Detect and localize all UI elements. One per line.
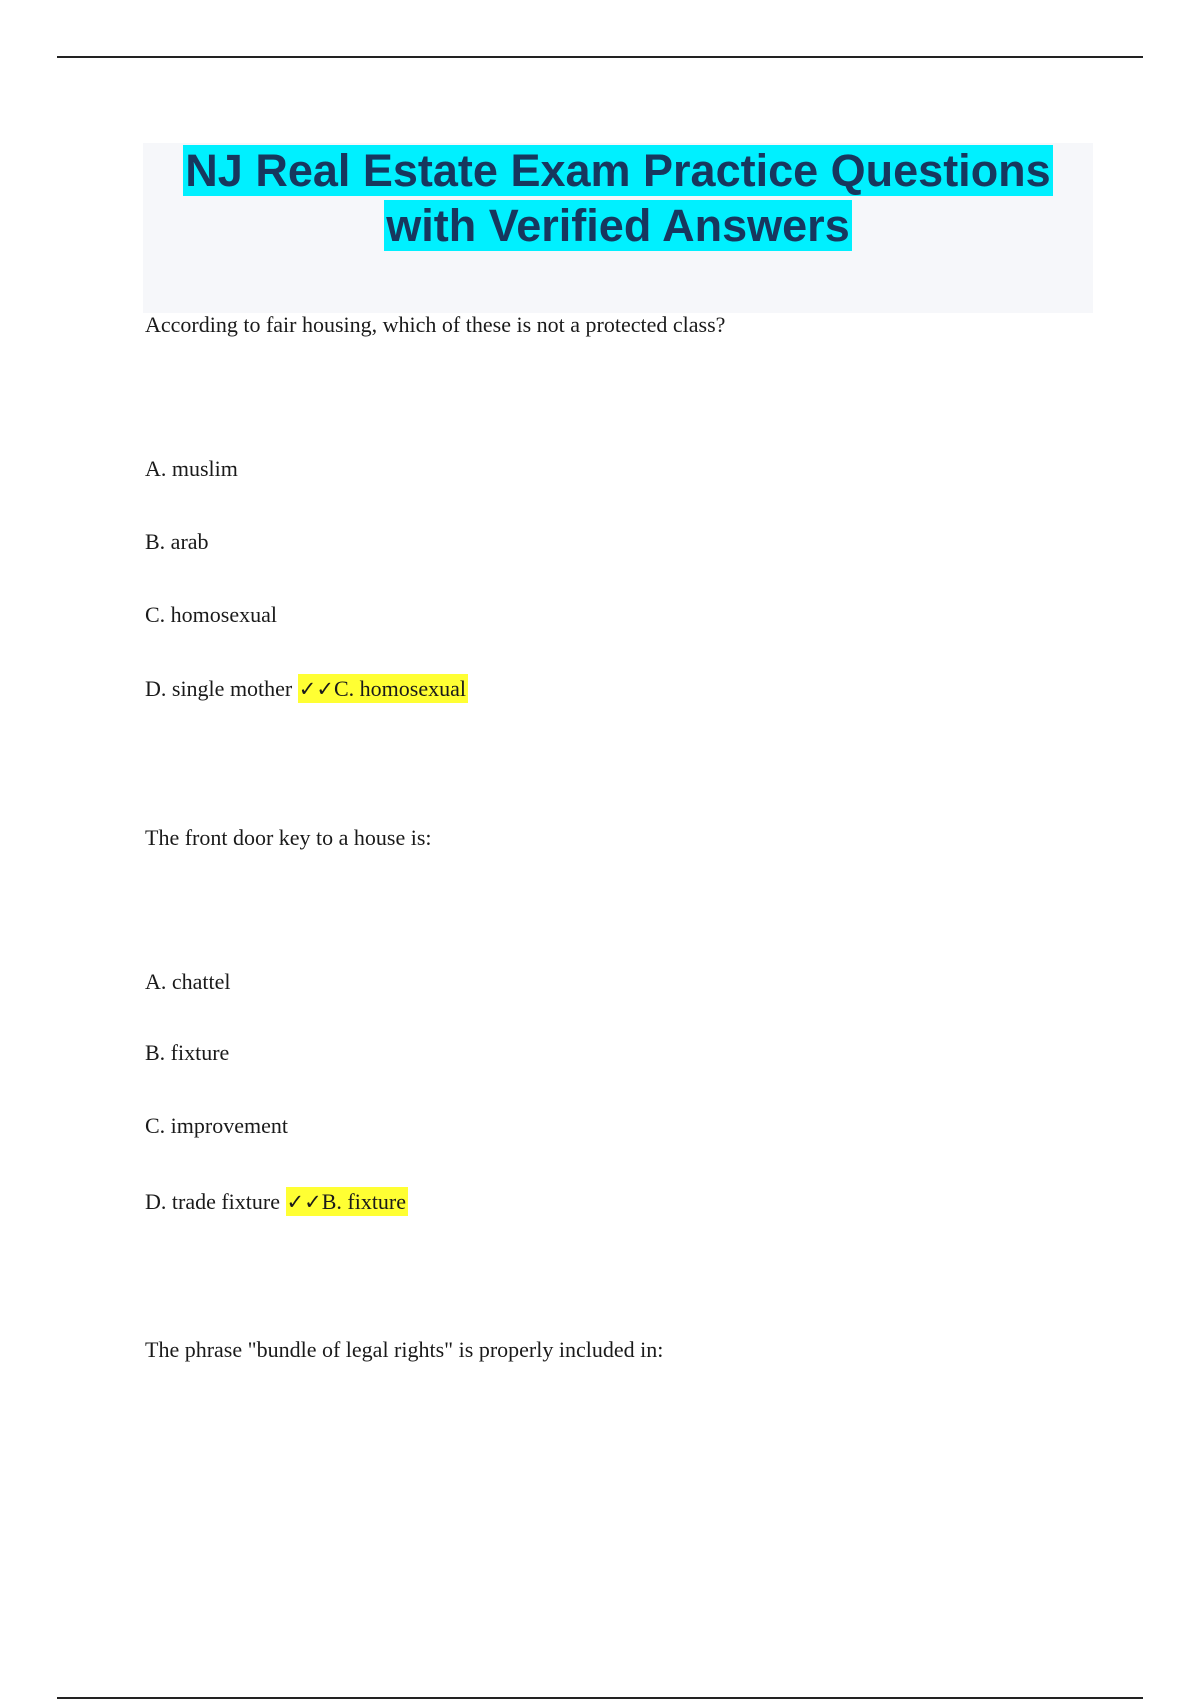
question-2-option-d-row	[145, 1188, 408, 1216]
question-2-option-c: C. improvement	[145, 1113, 288, 1138]
question-2-answer	[286, 1187, 409, 1216]
question-2-text: The front door key to a house is:	[145, 825, 432, 850]
check-mark-icon: ✓✓	[286, 1190, 322, 1214]
question-2-option-a: A. chattel	[145, 969, 231, 994]
question-1-text: According to fair housing, which of these is not a protected class?	[145, 312, 726, 337]
question-2-option-b: B. fixture	[145, 1040, 230, 1065]
question-2-answer-text: B. fixture	[321, 1189, 407, 1214]
question-1-option-d-row	[145, 675, 468, 703]
question-1-option-d: D. single mother	[145, 676, 293, 701]
title-line-1: NJ Real Estate Exam Practice Questions	[185, 145, 1051, 196]
question-2-option-d: D. trade fixture	[145, 1189, 280, 1214]
question-1-option-b: B. arab	[145, 529, 209, 554]
question-3-text: The phrase "bundle of legal rights" is properly included in:	[145, 1337, 664, 1362]
question-1-option-c: C. homosexual	[145, 602, 277, 627]
check-mark-icon: ✓✓	[298, 677, 334, 701]
question-1-answer-text: C. homosexual	[333, 676, 466, 701]
top-divider	[57, 56, 1143, 58]
bottom-divider	[57, 1697, 1143, 1699]
title-block	[143, 143, 1093, 313]
document-title	[143, 143, 1093, 253]
question-1-answer	[298, 674, 468, 703]
question-1-option-a: A. muslim	[145, 456, 238, 481]
title-line-2: with Verified Answers	[386, 200, 850, 251]
